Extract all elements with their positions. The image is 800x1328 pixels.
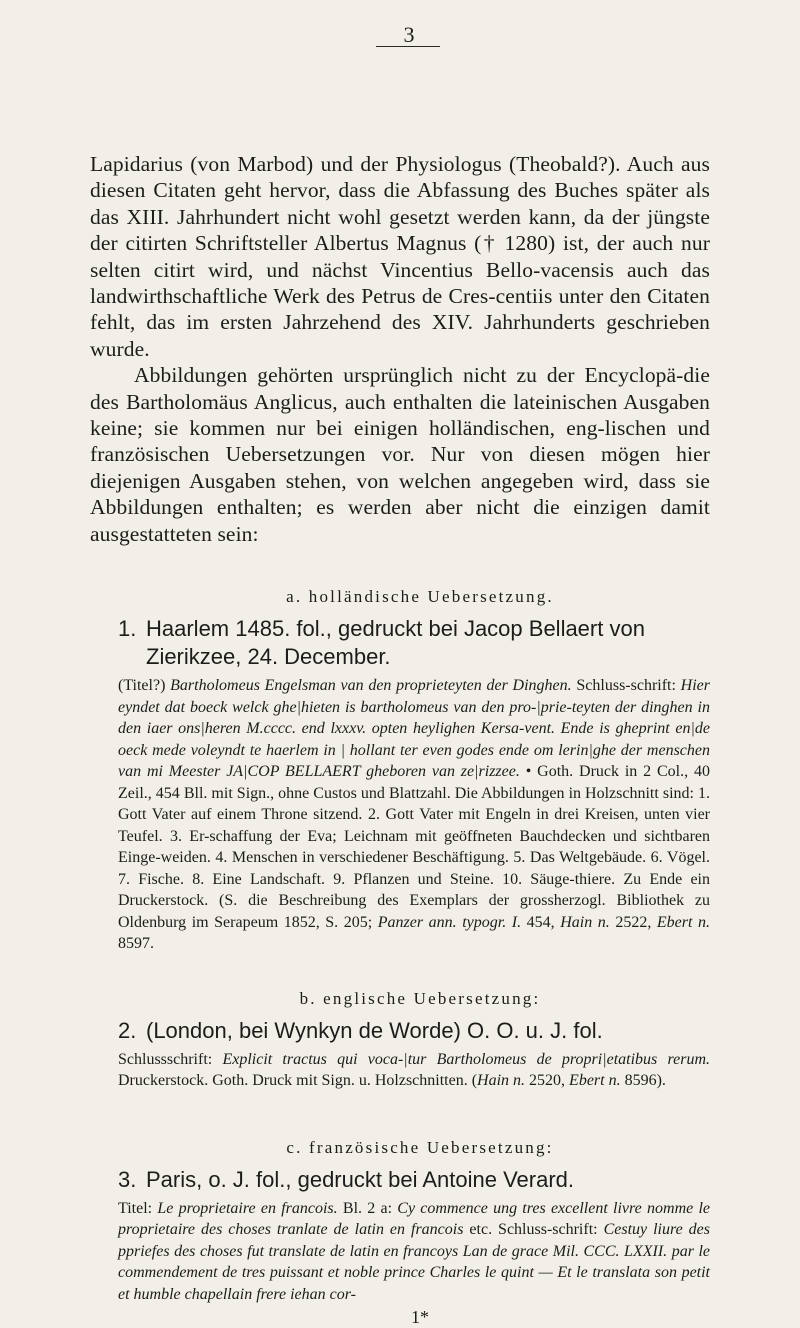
entry-title-2 (118, 1017, 710, 1045)
entry-2-part: Druckerstock. Goth. Druck mit Sign. u. Holzschnitten. ( (118, 1072, 478, 1090)
entry-3-colophon-italic: Cestuy liure des ppriefes des choses fut translate de latin en francoys Lan de grace Mil. CCC. LXXII. par le commendement de tres puissant et noble prince Charles le quint — Et le translata son petit et humble chapellain frere iehan cor- (118, 1221, 710, 1303)
entry-3-part: etc. Schluss-schrift: (463, 1221, 604, 1239)
entry-3-incipit-italic: Cy commence ung tres excellent livre nomme le proprietaire des choses tranlate de latin en francois (118, 1199, 711, 1239)
entry-2-part: Schlussschrift: (118, 1050, 223, 1068)
document-page (90, 22, 710, 1328)
entry-3-title-italic: Le proprietaire en francois. (157, 1199, 338, 1217)
entry-1-part: 2522, (609, 913, 657, 931)
entry-2-ref-italic: Hain n. (477, 1072, 526, 1090)
entry-number-3: 3. (118, 1166, 137, 1192)
entry-1-title-italic: Bartholomeus Engelsman van den proprieteyten der Dinghen. (170, 677, 572, 695)
entry-body-1 (118, 675, 710, 955)
entry-number-1: 1. (118, 616, 137, 642)
intro-text (90, 151, 710, 547)
intro-paragraph-1: Lapidarius (von Marbod) und der Physiologus (Theobald?). Auch aus diesen Citaten geht hervor, dass die Abfassung des Buches später als das XIII. Jahrhundert nicht wohl gesetzt werden kann, da der jüngste der citirten Schriftsteller Albertus Magnus († 1280) ist, der auch nur selten citirt wird, und nächst Vincentius Bello-vacensis auch das landwirthschaftliche Werk des Petrus de Cres-centiis unter den Citaten fehlt, das im ersten Jahrzehend des XIV. Jahrhunderts geschrieben wurde. (90, 152, 710, 361)
entry-2-part: 2520, (525, 1072, 570, 1090)
entry-2-ref-italic: Ebert n. (569, 1072, 621, 1090)
entry-1-ref-italic: Hain n. (560, 913, 610, 931)
entry-2-part: 8596). (620, 1072, 666, 1090)
entry-title-text-2: (London, bei Wynkyn de Worde) O. O. u. J. fol. (146, 1017, 603, 1043)
entry-1-ref-italic: Ebert n. (656, 913, 710, 931)
entry-1-part: (Titel?) (118, 677, 171, 695)
header-rule (376, 46, 440, 47)
entry-number-2: 2. (118, 1017, 137, 1043)
entry-body-2 (118, 1049, 710, 1092)
intro-paragraph-2: Abbildungen gehörten ursprünglich nicht zu der Encyclopä-die des Bartholomäus Anglicus, auch enthalten die lateinischen Ausgaben keine; sie kommen nur bei einigen holländischen, eng-lischen und französischen Uebersetzungen vor. Nur von diesen mögen hier diejenigen Ausgaben stehen, von welchen angegeben wird, dass sie Abbildungen enthalten; es werden aber nicht die einzigen damit ausgestatteten sein: (90, 363, 710, 546)
entry-3-part: Titel: (118, 1199, 158, 1217)
entry-title-text-1: Haarlem 1485. fol., gedruckt bei Jacop Bellaert von Zierikzee, 24. December. (146, 616, 645, 670)
entry-1-description: • Goth. Druck in 2 Col., 40 Zeil., 454 Bll. mit Sign., ohne Custos und Blattzahl. Die Abbildungen in Holzschnitt sind: 1. Gott Vater auf einem Throne sitzend. 2. Gott Vater mit Engeln in drei Kreisen, unten vier Teufel. 3. Er-schaffung der Eva; Leichnam mit geöffneten Bauchdecken und sichtbaren Einge-weiden. 4. Menschen in verschiedener Beschäftigung. 5. Das Weltgebäude. 6. Vögel. 7. Fische. 8. Eine Landschaft. 9. Pflanzen und Steine. 10. Säuge-thiere. Zu Ende ein Druckerstock. (S. die Beschreibung des Exemplars der grossherzogl. Bibliothek zu Oldenburg im Serapeum 1852, S. 205; (118, 763, 710, 931)
entry-1-colophon-italic: Hier eyndet dat boeck welck ghe|hieten is bartholomeus van den pro-|prie-teyten der dinghen in den iaer ons|heren M.cccc. end lxxxv. opten heylighen Kersa-vent. Ende is gheprint en|de oeck mede voleyndt te haerlem in | hollant ter even godes ende om lerin|ghe der menschen van mi Meester JA|COP BELLAERT gheboren van ze|rizzee. (118, 677, 710, 781)
entry-title-text-3: Paris, o. J. fol., gedruckt bei Antoine Verard. (146, 1166, 575, 1192)
entry-2-colophon-italic: Explicit tractus qui voca-|tur Bartholomeus de propri|etatibus rerum. (222, 1050, 711, 1068)
entry-3-part: Bl. 2 a: (337, 1199, 398, 1217)
entry-title-3 (118, 1166, 710, 1194)
entry-title-1 (118, 615, 710, 671)
page-number: 3 (403, 22, 415, 47)
entry-1-ref-italic: Panzer ann. typogr. I. (377, 913, 522, 931)
entry-1-part: 8597. (118, 935, 154, 953)
entry-1-part: 454, (521, 913, 561, 931)
section-heading-english: b. englische Uebersetzung: (299, 988, 541, 1008)
signature-mark: 1* (411, 1307, 429, 1328)
section-heading-dutch: a. holländische Uebersetzung. (286, 587, 554, 607)
entry-body-3 (118, 1198, 710, 1306)
section-heading-french: c. französische Uebersetzung: (286, 1137, 554, 1157)
entry-1-part: Schluss-schrift: (571, 677, 681, 695)
